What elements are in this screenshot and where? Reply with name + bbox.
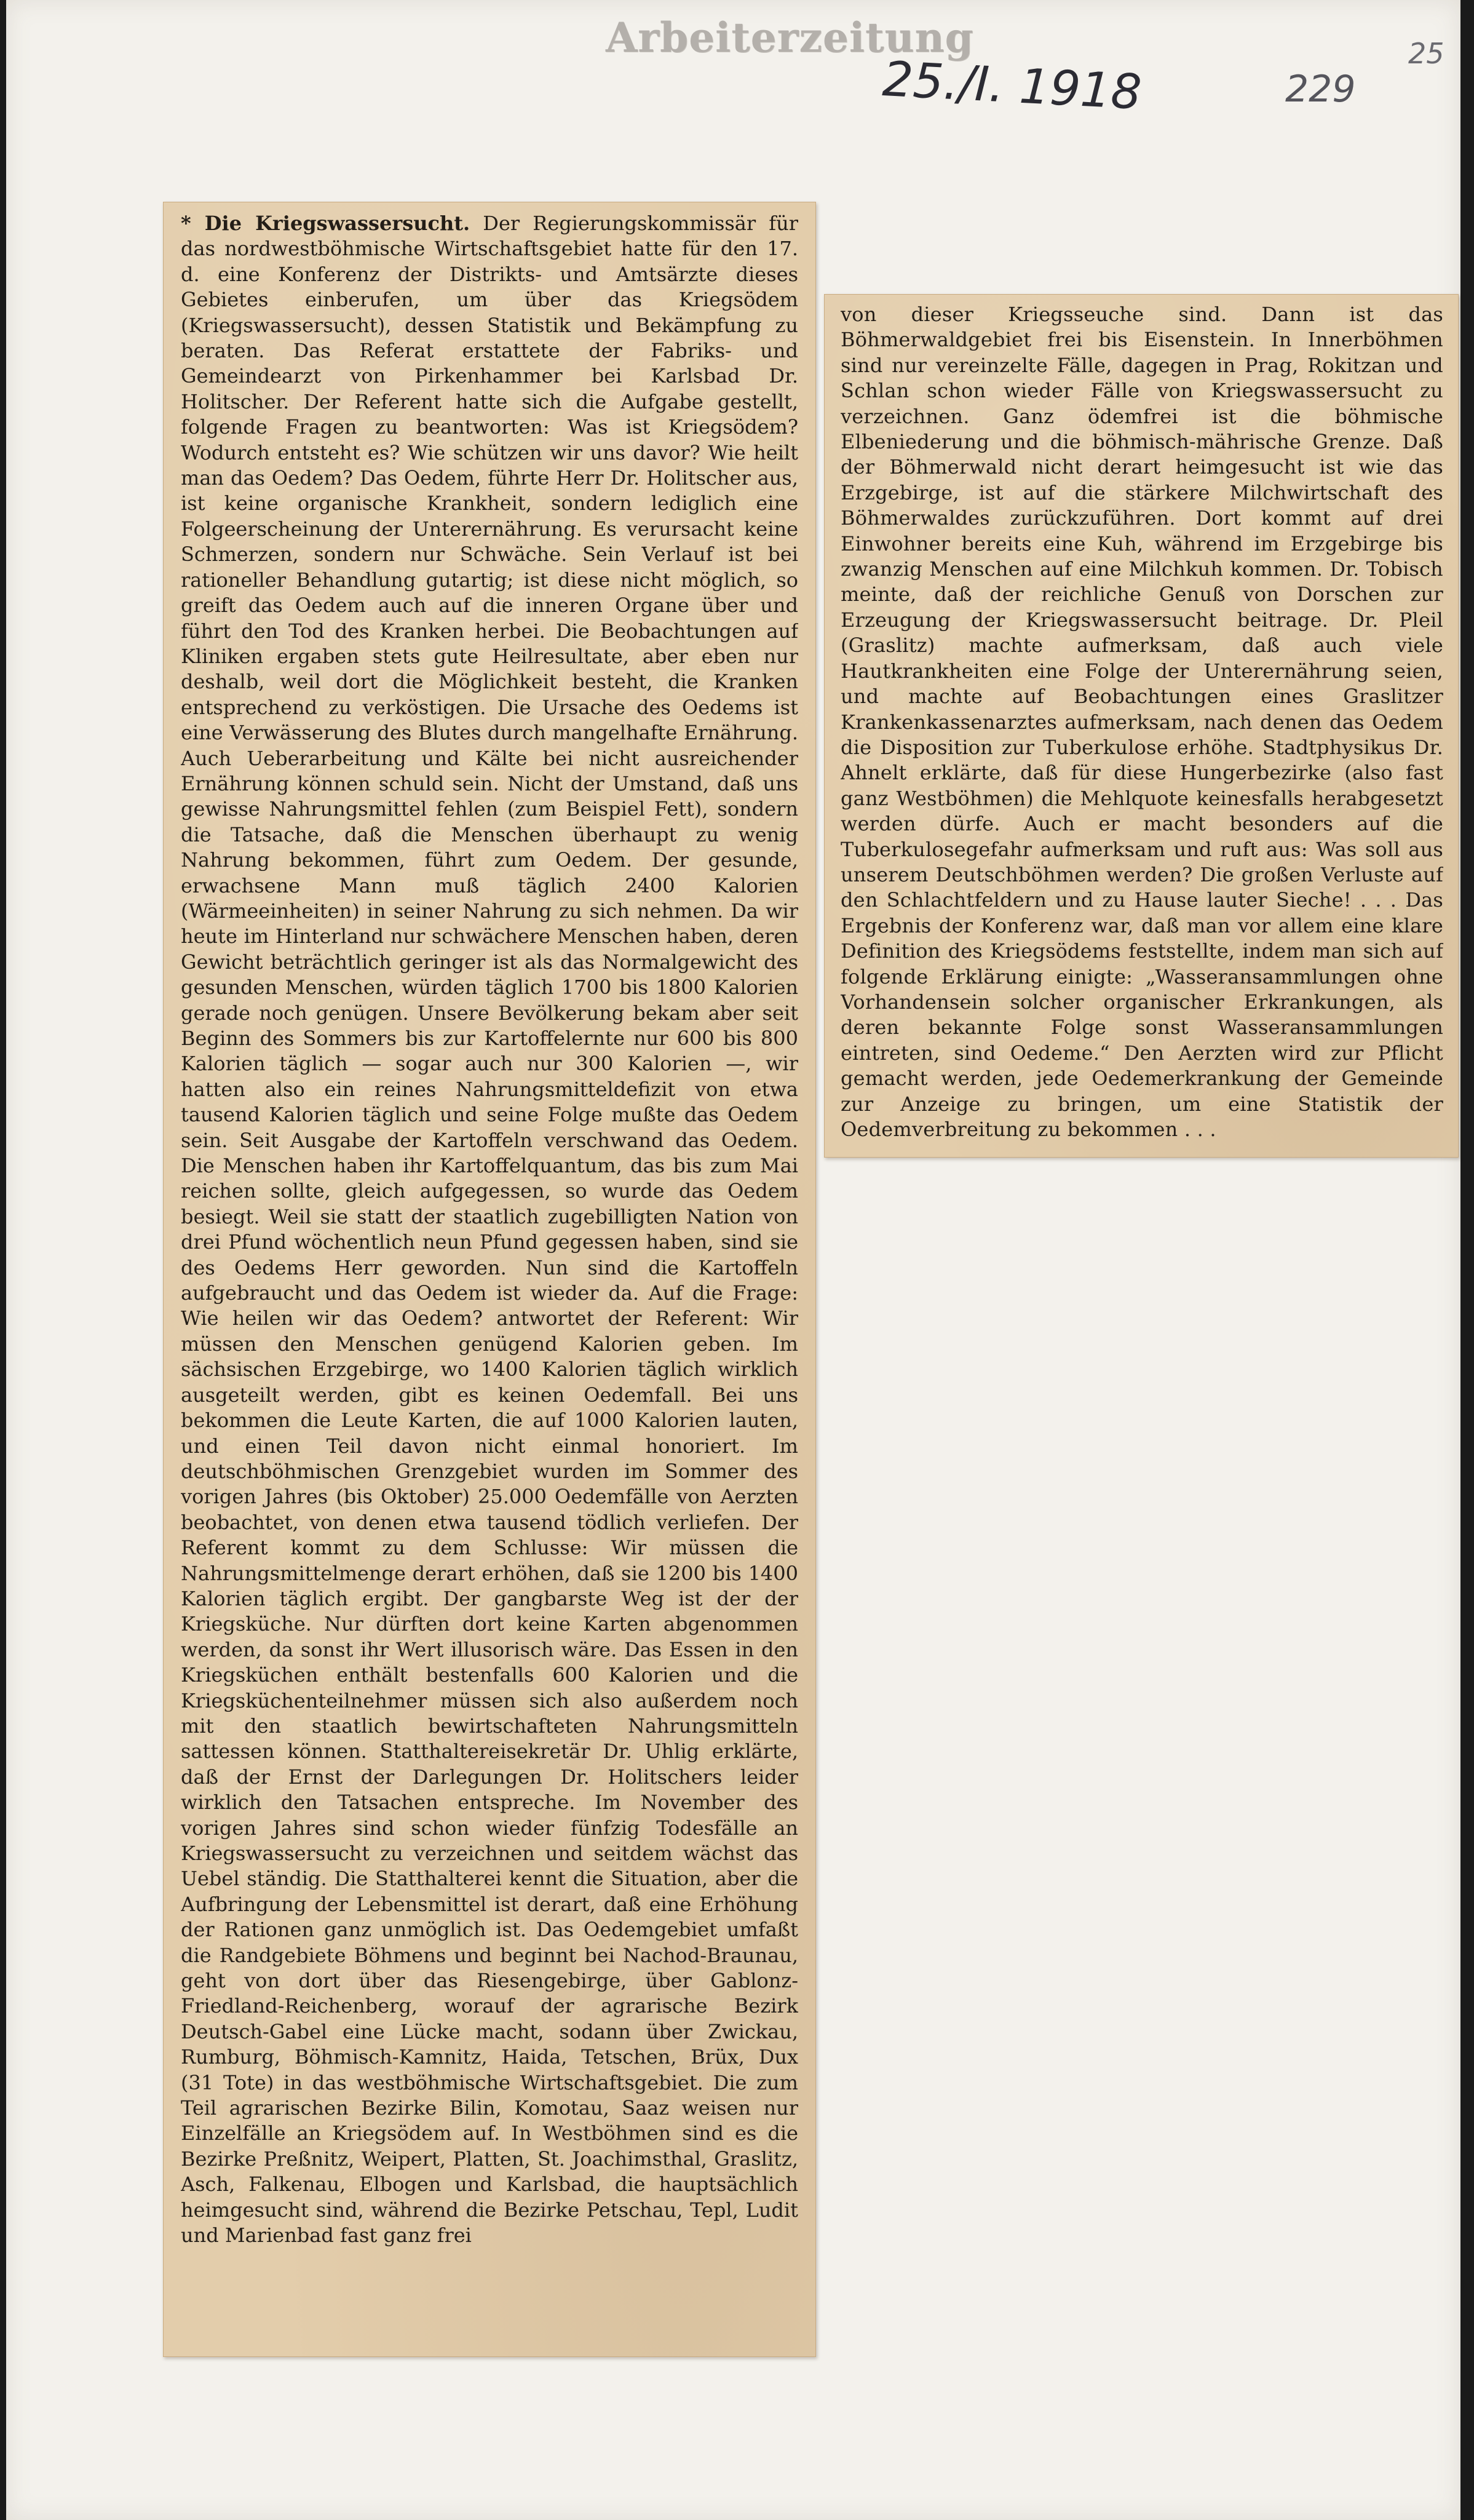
article-column-right bbox=[841, 302, 1443, 1151]
article-column-left bbox=[181, 211, 798, 2345]
corner-mark: 25 bbox=[1408, 37, 1444, 70]
handwritten-date: 25./I. 1918 bbox=[881, 52, 1143, 121]
archive-sheet bbox=[6, 0, 1460, 2520]
article-body-left: Der Regierungskommissär für das nordwestböhmische Wirtschaftsgebiet hatte für den 17. d. eine Konferenz der Distrikts- und Amtsärzte dieses Gebietes einberufen, um über das Kriegsödem (Kriegswassersucht), dessen Statistik und Bekämpfung zu beraten. Das Referat erstattete der Fabriks- und Gemeindearzt von Pirkenhammer bei Karlsbad Dr. Holitscher. Der Referent hatte sich die Aufgabe gestellt, folgende Fragen zu beantworten: Was ist Kriegsödem? Wodurch entsteht es? Wie schützen wir uns davor? Wie heilt man das Oedem? Das Oedem, führte Herr Dr. Holitscher aus, ist keine organische Krankheit, sondern lediglich eine Folgeerscheinung der Unterernährung. Es verursacht keine Schmerzen, sondern nur Schwäche. Sein Verlauf ist bei rationeller Behandlung gutartig; ist diese nicht möglich, so greift das Oedem auch auf die inneren Organe über und führt den Tod des Kranken herbei. Die Beobachtungen auf Kliniken ergaben stets gute Heilresultate, aber eben nur deshalb, weil dort die Möglichkeit besteht, die Kranken entsprechend zu verköstigen. Die Ursache des Oedems ist eine Verwässerung des Blutes durch mangelhafte Ernährung. Auch Ueberarbeitung und Kälte bei nicht ausreichender Ernährung können schuld sein. Nicht der Umstand, daß uns gewisse Nahrungsmittel fehlen (zum Beispiel Fett), sondern die Tatsache, daß die Menschen überhaupt zu wenig Nahrung bekommen, führt zum Oedem. Der gesunde, erwachsene Mann muß täglich 2400 Kalorien (Wärmeeinheiten) in seiner Nahrung zu sich nehmen. Da wir heute im Hinterland nur schwächere Menschen haben, deren Gewicht beträchtlich geringer ist als das Normalgewicht des gesunden Menschen, würden täglich 1700 bis 1800 Kalorien gerade noch genügen. Unsere Bevölkerung bekam aber seit Beginn des Sommers bis zur Kartoffelernte nur 600 bis 800 Kalorien täglich — sogar auch nur 300 Kalorien —, wir hatten also ein reines Nahrungsmitteldefizit von etwa tausend Kalorien täglich und seine Folge mußte das Oedem sein. Seit Ausgabe der Kartoffeln verschwand das Oedem. Die Menschen haben ihr Kartoffelquantum, das bis zum Mai reichen sollte, gleich aufgegessen, so wurde das Oedem besiegt. Weil sie statt der staatlich zugebilligten Nation von drei Pfund wöchentlich neun Pfund gegessen haben, sind sie des Oedems Herr geworden. Nun sind die Kartoffeln aufgebraucht und das Oedem ist wieder da. Auf die Frage: Wie heilen wir das Oedem? antwortet der Referent: Wir müssen den Menschen genügend Kalorien geben. Im sächsischen Erzgebirge, wo 1400 Kalorien täglich wirklich ausgeteilt werden, gibt es keinen Oedemfall. Bei uns bekommen die Leute Karten, die auf 1000 Kalorien lauten, und einen Teil davon nicht einmal honoriert. Im deutschböhmischen Grenzgebiet wurden im Sommer des vorigen Jahres (bis Oktober) 25.000 Oedemfälle von Aerzten beobachtet, von denen etwa tausend tödlich verliefen. Der Referent kommt zu dem Schlusse: Wir müssen die Nahrungsmittelmenge derart erhöhen, daß sie 1200 bis 1400 Kalorien täglich ergibt. Der gangbarste Weg ist der der Kriegsküche. Nur dürften dort keine Karten abgenommen werden, da sonst ihr Wert illusorisch wäre. Das Essen in den Kriegsküchen enthält bestenfalls 600 Kalorien und die Kriegsküchenteilnehmer müssen sich also außerdem noch mit den staatlich bewirtschafteten Nahrungsmitteln sattessen können. Statthaltereisekretär Dr. Uhlig erklärte, daß der Ernst der Darlegungen Dr. Holitschers leider wirklich den Tatsachen entspreche. Im November des vorigen Jahres sind schon wieder fünfzig Todesfälle an Kriegswassersucht zu verzeichnen und seitdem wächst das Uebel ständig. Die Statthalterei kennt die Situation, aber die Aufbringung der Lebensmittel ist derart, daß eine Erhöhung der Rationen ganz unmöglich ist. Das Oedemgebiet umfaßt die Randgebiete Böhmens und beginnt bei Nachod-Braunau, geht von dort über das Riesengebirge, über Gablonz-Friedland-Reichenberg, worauf der agrarische Bezirk Deutsch-Gabel eine Lücke macht, sodann über Zwickau, Rumburg, Böhmisch-Kamnitz, Haida, Tetschen, Brüx, Dux (31 Tote) in das westböhmische Wirtschaftsgebiet. Die zum Teil agrarischen Bezirke Bilin, Komotau, Saaz weisen nur Einzelfälle an Kriegsödem auf. In Westböhmen sind es die Bezirke Preßnitz, Weipert, Platten, St. Joachimsthal, Graslitz, Asch, Falkenau, Elbogen und Karlsbad, die hauptsächlich heimgesucht sind, während die Bezirke Petschau, Tepl, Ludit und Marienbad fast ganz frei bbox=[181, 212, 798, 2248]
newspaper-clipping-right bbox=[824, 294, 1459, 1158]
article-headline: * Die Kriegswassersucht. bbox=[181, 212, 470, 235]
handwritten-page-number: 229 bbox=[1285, 68, 1356, 111]
newspaper-clipping-left bbox=[163, 202, 816, 2357]
article-body-right: von dieser Kriegsseuche sind. Dann ist das Böhmerwaldgebiet frei bis Eisenstein. In Innerböhmen sind nur vereinzelte Fälle, dagegen in Prag, Rokitzan und Schlan schon wieder Fälle von Kriegswassersucht zu verzeichnen. Ganz ödemfrei ist die böhmische Elbeniederung und die böhmisch-mährische Grenze. Daß der Böhmerwald nicht derart heimgesucht ist wie das Erzgebirge, ist auf die stärkere Milchwirtschaft des Böhmerwaldes zurückzuführen. Dort kommt auf drei Einwohner bereits eine Kuh, während im Erzgebirge bis zwanzig Menschen auf eine Milchkuh kommen. Dr. Tobisch meinte, daß der reichliche Genuß von Dorschen zur Erzeugung der Kriegswassersucht beitrage. Dr. Pleil (Graslitz) machte aufmerksam, daß auch viele Hautkrankheiten eine Folge der Unterernährung seien, und machte auf Beobachtungen eines Graslitzer Krankenkassenarztes aufmerksam, nach denen das Oedem die Disposition zur Tuberkulose erhöhe. Stadtphysikus Dr. Ahnelt erklärte, daß für diese Hungerbezirke (also fast ganz Westböhmen) die Mehlquote keinesfalls herabgesetzt werden dürfe. Auch er macht besonders auf die Tuberkulosegefahr aufmerksam und ruft aus: Was soll aus unserem Deutschböhmen werden? Die großen Verluste auf den Schlachtfeldern und zu Hause lauter Sieche! . . . Das Ergebnis der Konferenz war, daß man vor allem eine klare Definition des Kriegsödems feststellte, indem man sich auf folgende Erklärung einigte: „Wasseransammlungen ohne Vorhandensein solcher organischer Erkrankungen, als deren bekannte Folge sonst Wasseransammlungen eintreten, sind Oedeme.“ Den Aerzten wird zur Pflicht gemacht werden, jede Oedemerkrankung der Gemeinde zur Anzeige zu bringen, um eine Statistik der Oedemverbreitung zu bekommen . . . bbox=[841, 303, 1443, 1141]
newspaper-title-stamp: Arbeiterzeitung bbox=[606, 14, 974, 62]
